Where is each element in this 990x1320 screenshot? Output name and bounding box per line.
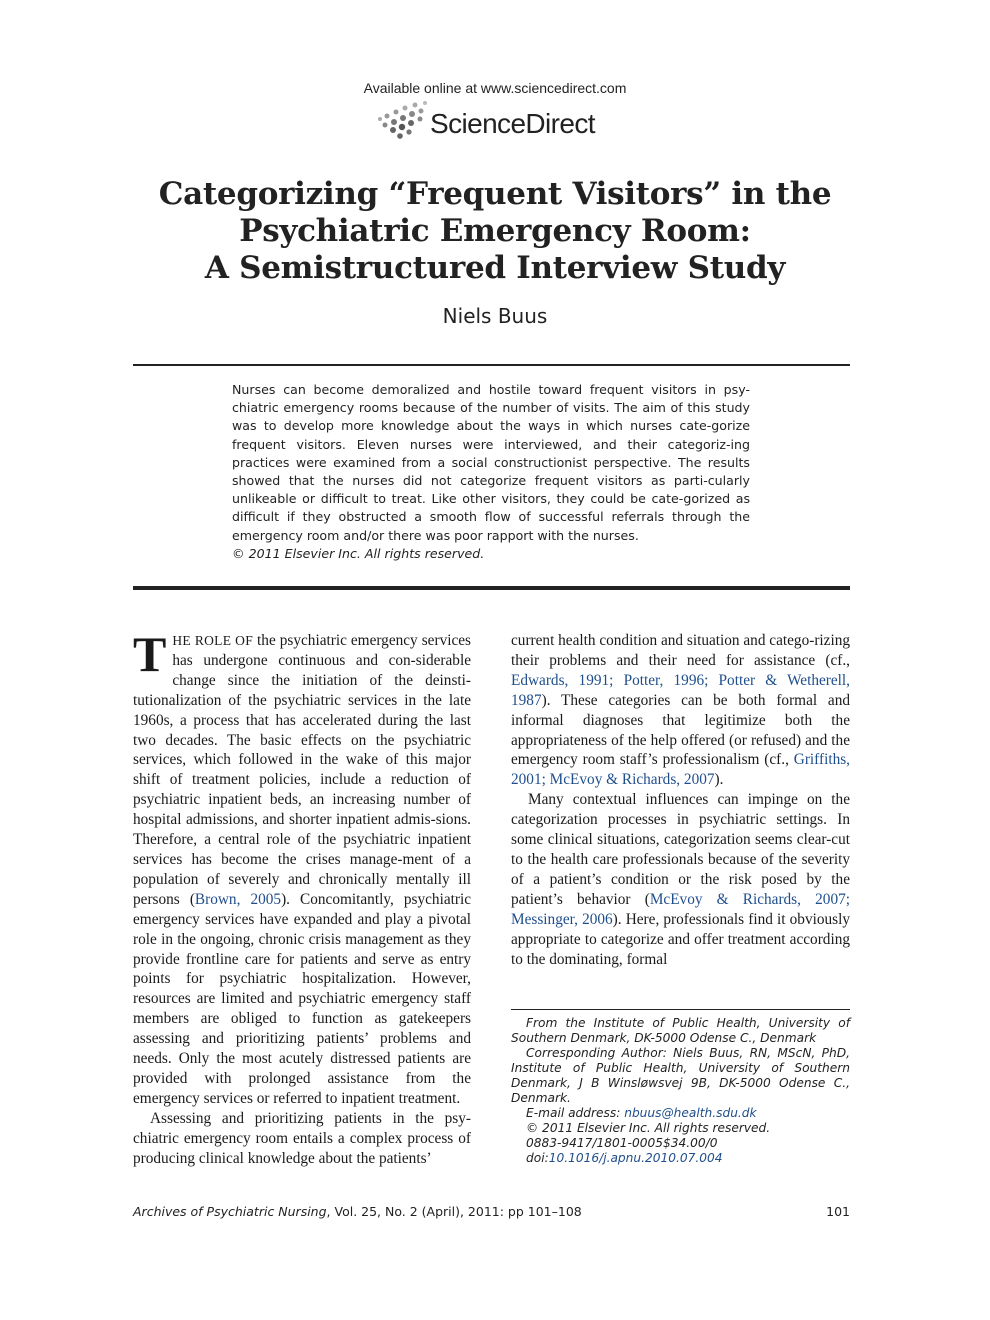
body-column-left xyxy=(133,626,472,1168)
footnote-corresponding-author: Corresponding Author: Niels Buus, RN, MScN, PhD, Institute of Public Health, University of Southern Denmark, J B Winsløwsvej 9B, DK-5000 Odense C., Denmark. xyxy=(511,1046,850,1105)
available-online-notice: Available online at www.sciencedirect.com xyxy=(363,80,627,96)
journal-citation xyxy=(133,1204,582,1219)
body-column-right xyxy=(511,631,850,991)
doi-label: doi: xyxy=(526,1151,549,1165)
body-text: Assessing and prioritizing patients in the psy-chiatric emergency room entails a complex process of producing clinical knowledge about the patients’ xyxy=(133,1109,471,1167)
footnotes xyxy=(511,1016,850,1166)
citation-details: , Vol. 25, No. 2 (April), 2011: pp 101–108 xyxy=(326,1204,582,1219)
logo-text: ScienceDirect xyxy=(430,108,595,139)
footnote-email xyxy=(511,1106,850,1121)
sciencedirect-dots-icon xyxy=(374,100,430,144)
title-line: Psychiatric Emergency Room: xyxy=(239,213,751,249)
citation-link[interactable]: Griffiths, 2001; McEvoy & Richards, 2007 xyxy=(511,751,850,789)
body-paragraph xyxy=(133,1109,471,1169)
page-number: 101 xyxy=(826,1204,850,1219)
body-text: ). xyxy=(714,771,724,789)
footnote-affiliation: From the Institute of Public Health, University of Southern Denmark, DK-5000 Odense C., Denmark xyxy=(511,1016,850,1045)
footnote-copyright: © 2011 Elsevier Inc. All rights reserved. xyxy=(526,1121,771,1135)
email-link[interactable]: nbuus@health.sdu.dk xyxy=(624,1106,757,1120)
body-text: ). Here, professionals find it obviously appropriate to categorize and offer treatment according to the dominating, formal xyxy=(511,910,850,968)
body-text: Many contextual influences can impinge on the categorization processes in psychiatric settings. In some clinical situations, categorization seems clear-cut to the health care professionals because of the severity of a patient’s condition or the risk posed by the patient’s behavior ( xyxy=(511,791,850,908)
author-name: Niels Buus xyxy=(442,304,548,328)
abstract-top-rule xyxy=(133,364,850,366)
body-text: the psychiatric emergency services has undergone continuous and con-siderable change since the initiation of the deinsti-tutionalization of the psychiatric services in the late 1960s, a process that has accelerated during the last two decades. The basic effects on the psychiatric services, which followed in the wake of this major shift of treatment policies, include a reduction of psychiatric inpatient beds, an increasing number of hospital admissions, and shorter inpatient admis-sions. Therefore, a central role of the psychiatric inpatient services has become the crises manage-ment of a population of severely and chronically mentally ill persons ( xyxy=(133,632,471,908)
abstract-bottom-rule xyxy=(133,586,850,590)
footnote-doi xyxy=(511,1151,850,1166)
title-line: A Semistructured Interview Study xyxy=(204,250,786,286)
body-paragraph xyxy=(511,790,850,969)
drop-cap: T xyxy=(133,626,167,682)
body-paragraph xyxy=(511,631,850,790)
email-label: E-mail address: xyxy=(526,1106,625,1120)
body-text: current health condition and situation and catego-rizing their problems and their need for assistance (cf., xyxy=(511,632,850,669)
abstract-text: Nurses can become demoralized and hostile toward frequent visitors in psy-chiatric emergency rooms because of the number of visits. The aim of this study was to develop more knowledge about the ways in which nurses cate-gorize frequent visitors. Eleven nurses were interviewed, and their categoriz-ing practices were examined from a social constructionist perspective. The results showed that the nurses did not categorize frequent visitors as parti-cularly unlikeable or difficult to treat. Like other visitors, they could be cate-gorized as difficult if they obstructed a smooth flow of successful referrals through the emergency room and/or there was poor rapport with the nurses. xyxy=(232,382,750,543)
doi-link[interactable]: 10.1016/j.apnu.2010.07.004 xyxy=(548,1151,723,1165)
footnote-issn: 0883-9417/1801-0005$34.00/0 xyxy=(526,1136,718,1150)
citation-link[interactable]: Edwards, 1991; Potter, 1996; Potter & Wetherell, 1987 xyxy=(511,671,850,709)
footnote-rule xyxy=(511,1009,850,1010)
sciencedirect-logo[interactable] xyxy=(374,100,634,144)
body-paragraph xyxy=(133,626,472,1109)
lead-in-smallcaps: HE ROLE OF xyxy=(172,633,254,648)
abstract xyxy=(232,381,750,563)
body-text: ). Concomitantly, psychiatric emergency services have expanded and play a pivotal role in the ongoing, chronic crisis management as they provide frontline care for patients and serve as entry points for psychiatric hospitalization. However, resources are limited and psychiatric emergency staff members are obliged to function as gatekeepers assessing and prioritizing patients’ problems and needs. Only the most acutely distressed patients are provided with prolonged assistance from the emergency services or referred to inpatient treatment. xyxy=(133,890,472,1107)
journal-name: Archives of Psychiatric Nursing xyxy=(133,1204,327,1219)
title-line: Categorizing “Frequent Visitors” in the xyxy=(158,176,832,212)
abstract-copyright: © 2011 Elsevier Inc. All rights reserved. xyxy=(232,545,485,561)
body-text: ). These categories can be both formal and informal diagnoses that legitimize both the appropriateness of the help offered (or refused) and the emergency room staff’s professionalism (cf., xyxy=(511,691,850,769)
article-title xyxy=(0,176,990,287)
citation-link[interactable]: Brown, 2005 xyxy=(194,890,282,908)
citation-link[interactable]: McEvoy & Richards, 2007; Messinger, 2006 xyxy=(511,890,850,928)
